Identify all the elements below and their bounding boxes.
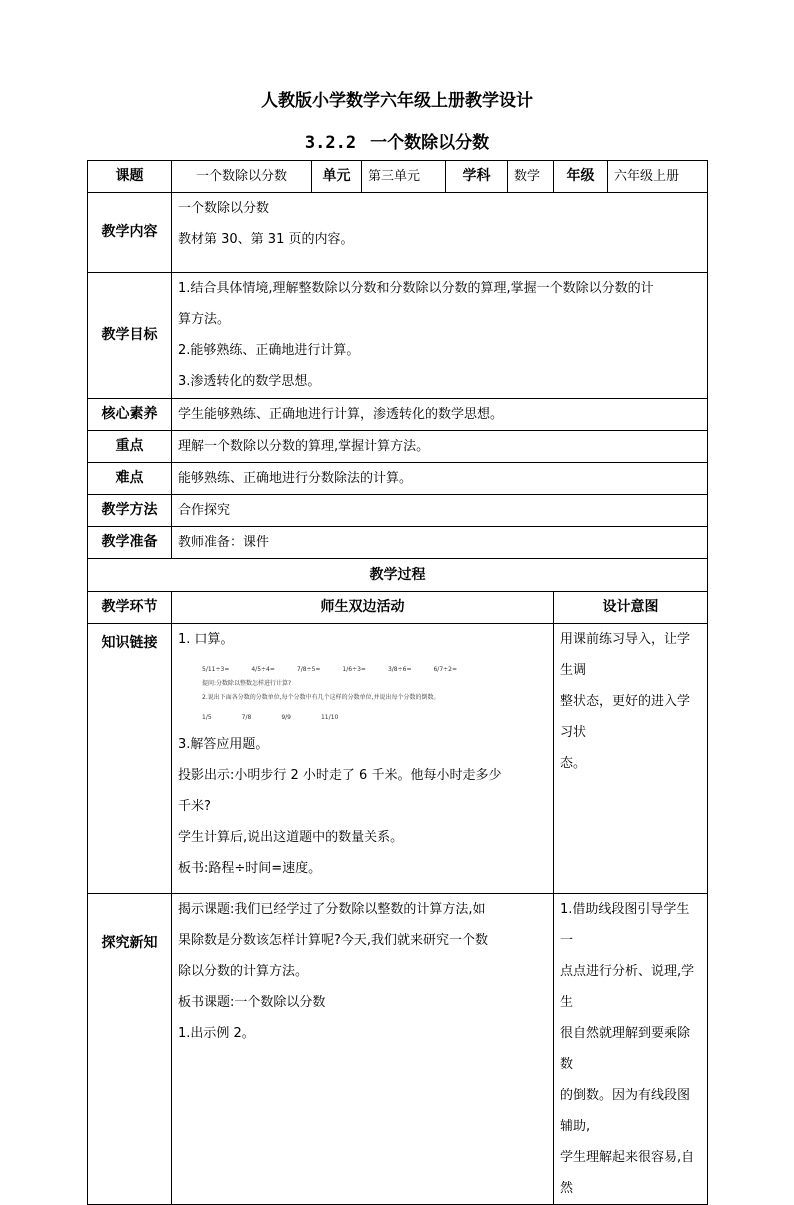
- objectives-row: [88, 273, 708, 399]
- stage1-label: 知识链接: [88, 624, 172, 894]
- topic-label: 课题: [88, 161, 172, 193]
- content-row: [88, 193, 708, 273]
- stage1-row: [88, 624, 708, 894]
- grade-label: 年级: [554, 161, 608, 193]
- activity-line: 学生计算后,说出这道题中的数量关系。: [178, 830, 404, 845]
- activity-line: 板书:路程÷时间=速度。: [178, 861, 322, 876]
- calc-item: 3/8÷6=: [387, 666, 412, 673]
- activity-column-header: 师生双边活动: [172, 592, 554, 624]
- activity-line: 1. 口算。: [178, 632, 234, 647]
- content-label: 教学内容: [88, 193, 172, 273]
- prep-value: 教师准备：课件: [172, 527, 708, 559]
- activity-line: 3.解答应用题。: [178, 737, 269, 752]
- literacy-label: 核心素养: [88, 399, 172, 431]
- calc-note: 提问:分数除以整数怎样进行计算?: [202, 680, 292, 687]
- document-title: 人教版小学数学六年级上册教学设计: [261, 91, 533, 111]
- fraction-item: 11/10: [320, 714, 339, 721]
- fraction-item: 9/9: [281, 714, 291, 721]
- activity-line: 板书课题:一个数除以分数: [178, 995, 326, 1010]
- objective-line: 3.渗透转化的数学思想。: [178, 374, 321, 389]
- subject-label: 学科: [446, 161, 508, 193]
- stage2-intent: [554, 894, 708, 1205]
- lesson-name: 一个数除以分数: [370, 133, 490, 153]
- activity-line: 1.出示例 2。: [178, 1026, 255, 1041]
- method-label: 教学方法: [88, 495, 172, 527]
- difficulty-label: 难点: [88, 463, 172, 495]
- content-line: 教材第 30、第 31 页的内容。: [178, 232, 354, 247]
- unit-label: 单元: [312, 161, 362, 193]
- calc-item: 6/7÷2=: [433, 666, 458, 673]
- objectives-value: [172, 273, 708, 399]
- intent-line: 的倒数。因为有线段图辅助,: [560, 1088, 691, 1134]
- calc-item: 7/8÷5=: [296, 666, 321, 673]
- method-row: [88, 495, 708, 527]
- info-row: [88, 161, 708, 193]
- stage2-row: [88, 894, 708, 1205]
- intent-line: 用课前练习导入，让学生调: [560, 632, 691, 678]
- activity-line: 揭示课题:我们已经学过了分数除以整数的计算方法,如: [178, 902, 486, 917]
- calc-note: 2.说出下面各分数的分数单位,每个分数中有几个这样的分数单位,并说出每个分数的倒数。: [202, 694, 440, 701]
- difficulty-row: [88, 463, 708, 495]
- objective-line: 1.结合具体情境,理解整数除以分数和分数除以分数的算理,掌握一个数除以分数的计: [178, 281, 654, 296]
- stage1-intent: [554, 624, 708, 894]
- intent-line: 态。: [560, 756, 587, 771]
- objectives-label: 教学目标: [88, 273, 172, 399]
- topic-value: 一个数除以分数: [172, 161, 312, 193]
- column-header-row: [88, 592, 708, 624]
- calc-item: 1/6÷3=: [342, 666, 366, 673]
- lesson-number: 3.2.2: [304, 133, 357, 153]
- intent-line: 1.借助线段图引导学生一: [560, 902, 690, 948]
- activity-line: 投影出示:小明步行 2 小时走了 6 千米。他每小时走多少: [178, 768, 502, 783]
- intent-column-header: 设计意图: [554, 592, 708, 624]
- literacy-row: [88, 399, 708, 431]
- fraction-item: 7/8: [241, 714, 252, 721]
- subject-value: 数学: [508, 161, 554, 193]
- key-point-row: [88, 431, 708, 463]
- calc-item: 5/11÷3=: [202, 666, 230, 673]
- calc-item: 4/5÷4=: [251, 666, 275, 673]
- method-value: 合作探究: [172, 495, 708, 527]
- stage-column-header: 教学环节: [88, 592, 172, 624]
- key-point-label: 重点: [88, 431, 172, 463]
- content-line: 一个数除以分数: [178, 201, 270, 216]
- unit-value: 第三单元: [362, 161, 446, 193]
- stage1-activity: [172, 624, 554, 894]
- stage2-label: 探究新知: [88, 894, 172, 1205]
- intent-line: 学生理解起来很容易,自然: [560, 1150, 695, 1196]
- activity-line: 千米?: [178, 799, 211, 814]
- lesson-title: [0, 128, 794, 153]
- intent-line: 整状态，更好的进入学习状: [560, 694, 691, 740]
- oral-calc-figure: [178, 655, 547, 729]
- process-header-row: [88, 559, 708, 592]
- prep-label: 教学准备: [88, 527, 172, 559]
- key-point-value: 理解一个数除以分数的算理,掌握计算方法。: [172, 431, 708, 463]
- intent-line: 很自然就理解到要乘除数: [560, 1026, 691, 1072]
- lesson-plan-table: [87, 160, 708, 1205]
- prep-row: [88, 527, 708, 559]
- activity-line: 果除数是分数该怎样计算呢?今天,我们就来研究一个数: [178, 933, 489, 948]
- grade-value: 六年级上册: [608, 161, 708, 193]
- process-header: 教学过程: [88, 559, 708, 592]
- activity-line: 除以分数的计算方法。: [178, 964, 309, 979]
- objective-line: 2.能够熟练、正确地进行计算。: [178, 343, 360, 358]
- fraction-item: 1/5: [202, 714, 212, 721]
- stage2-activity: [172, 894, 554, 1205]
- intent-line: 点点进行分析、说理,学生: [560, 964, 695, 1010]
- content-value: [172, 193, 708, 273]
- literacy-value: 学生能够熟练、正确地进行计算，渗透转化的数学思想。: [172, 399, 708, 431]
- difficulty-value: 能够熟练、正确地进行分数除法的计算。: [172, 463, 708, 495]
- objective-line: 算方法。: [178, 312, 231, 327]
